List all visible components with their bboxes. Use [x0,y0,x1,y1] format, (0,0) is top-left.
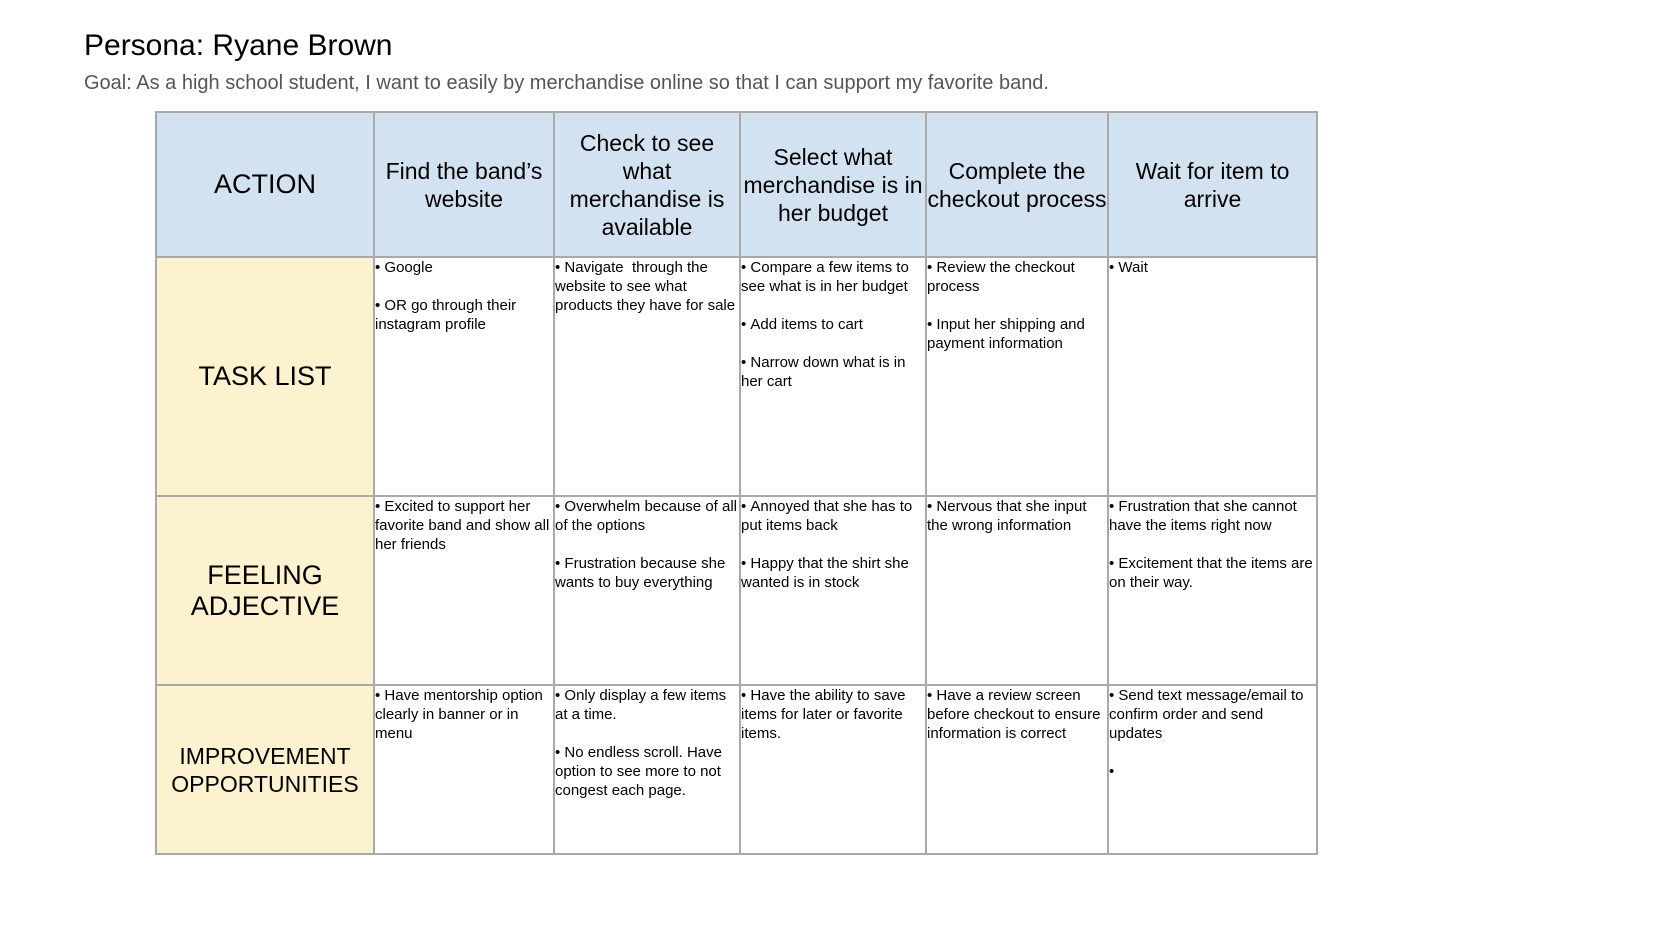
improvement-cell [1108,685,1317,854]
bullet-list [927,497,1107,535]
row-header-improvement-line2: OPPORTUNITIES [171,770,359,797]
bullet-item: • Add items to cart [741,315,925,334]
bullet-list [555,497,742,592]
action-wait-arrival: Wait for item to arrive [1108,112,1317,257]
feeling-cell [740,496,926,685]
task-cell [374,257,554,496]
bullet-item: • Frustration because she wants to buy everything [555,554,739,592]
task-cell [1108,257,1317,496]
bullet-item: • Nervous that she input the wrong information [927,497,1107,535]
goal-statement: Goal: As a high school student, I want to easily by merchandise online so that I can support my favorite band. [84,72,1049,94]
bullet-item: • Annoyed that she has to put items back [741,497,925,535]
bullet-item: • No endless scroll. Have option to see more to not congest each page. [555,743,739,800]
task-cell [554,257,740,496]
improvement-cell [374,685,554,854]
bullet-item: • Excited to support her favorite band and show all her friends [375,497,553,554]
bullet-list [1109,497,1316,592]
bullet-item: • Navigate through the website to see what products they have for sale [555,258,739,315]
bullet-item: • Happy that the shirt she wanted is in stock [741,554,925,592]
bullet-list [375,258,553,334]
action-check-merchandise: Check to see what merchandise is available [554,112,740,257]
row-header-task-list: TASK LIST [156,257,374,496]
feeling-cell [1108,496,1317,685]
row-header-feeling-adjective [156,496,374,685]
bullet-item: • Excitement that the items are on their way. [1109,554,1316,592]
improvement-opportunities-row [156,685,1317,854]
bullet-list [1109,258,1316,277]
bullet-list [927,686,1107,743]
bullet-item: • Input her shipping and payment information [927,315,1107,353]
bullet-item: • Narrow down what is in her cart [741,353,925,391]
bullet-item [1109,762,1316,781]
bullet-list [375,686,553,743]
page-title: Persona: Ryane Brown [84,29,393,62]
improvement-cell [926,685,1108,854]
row-header-improvement-opportunities [156,685,374,854]
journey-map-table [155,111,1318,855]
bullet-item: • Frustration that she cannot have the items right now [1109,497,1316,535]
bullet-item: • Google [375,258,553,277]
bullet-item: • OR go through their instagram profile [375,296,553,334]
bullet-list [927,258,1107,353]
bullet-list [741,258,925,391]
bullet-item: • Have a review screen before checkout to ensure information is correct [927,686,1107,743]
bullet-item: • Only display a few items at a time. [555,686,739,724]
task-cell [740,257,926,496]
feeling-adjective-row [156,496,1317,685]
feeling-cell [554,496,740,685]
action-select-budget: Select what merchandise is in her budget [740,112,926,257]
task-list-row [156,257,1317,496]
bullet-item: • Have mentorship option clearly in banner or in menu [375,686,553,743]
action-row [156,112,1317,257]
task-cell [926,257,1108,496]
bullet-item: • Overwhelm because of all of the options [555,497,739,535]
bullet-list [741,686,925,743]
bullet-item: • Review the checkout process [927,258,1107,296]
improvement-cell [740,685,926,854]
feeling-cell [374,496,554,685]
row-header-improvement-line1: IMPROVEMENT [179,742,351,769]
bullet-list [375,497,553,554]
row-header-feeling-line1: FEELING [207,559,323,590]
bullet-item: • Compare a few items to see what is in her budget [741,258,925,296]
action-find-website: Find the band’s website [374,112,554,257]
row-header-feeling-line2: ADJECTIVE [190,590,340,621]
row-header-action: ACTION [156,112,374,257]
feeling-cell [926,496,1108,685]
bullet-item: • Wait [1109,258,1316,277]
bullet-list [555,258,739,315]
bullet-list [1109,686,1316,781]
bullet-item: • Send text message/email to confirm order and send updates [1109,686,1316,743]
bullet-list [555,686,739,800]
action-checkout: Complete the checkout process [926,112,1108,257]
bullet-item: • Have the ability to save items for later or favorite items. [741,686,925,743]
bullet-list [741,497,925,592]
improvement-cell [554,685,740,854]
